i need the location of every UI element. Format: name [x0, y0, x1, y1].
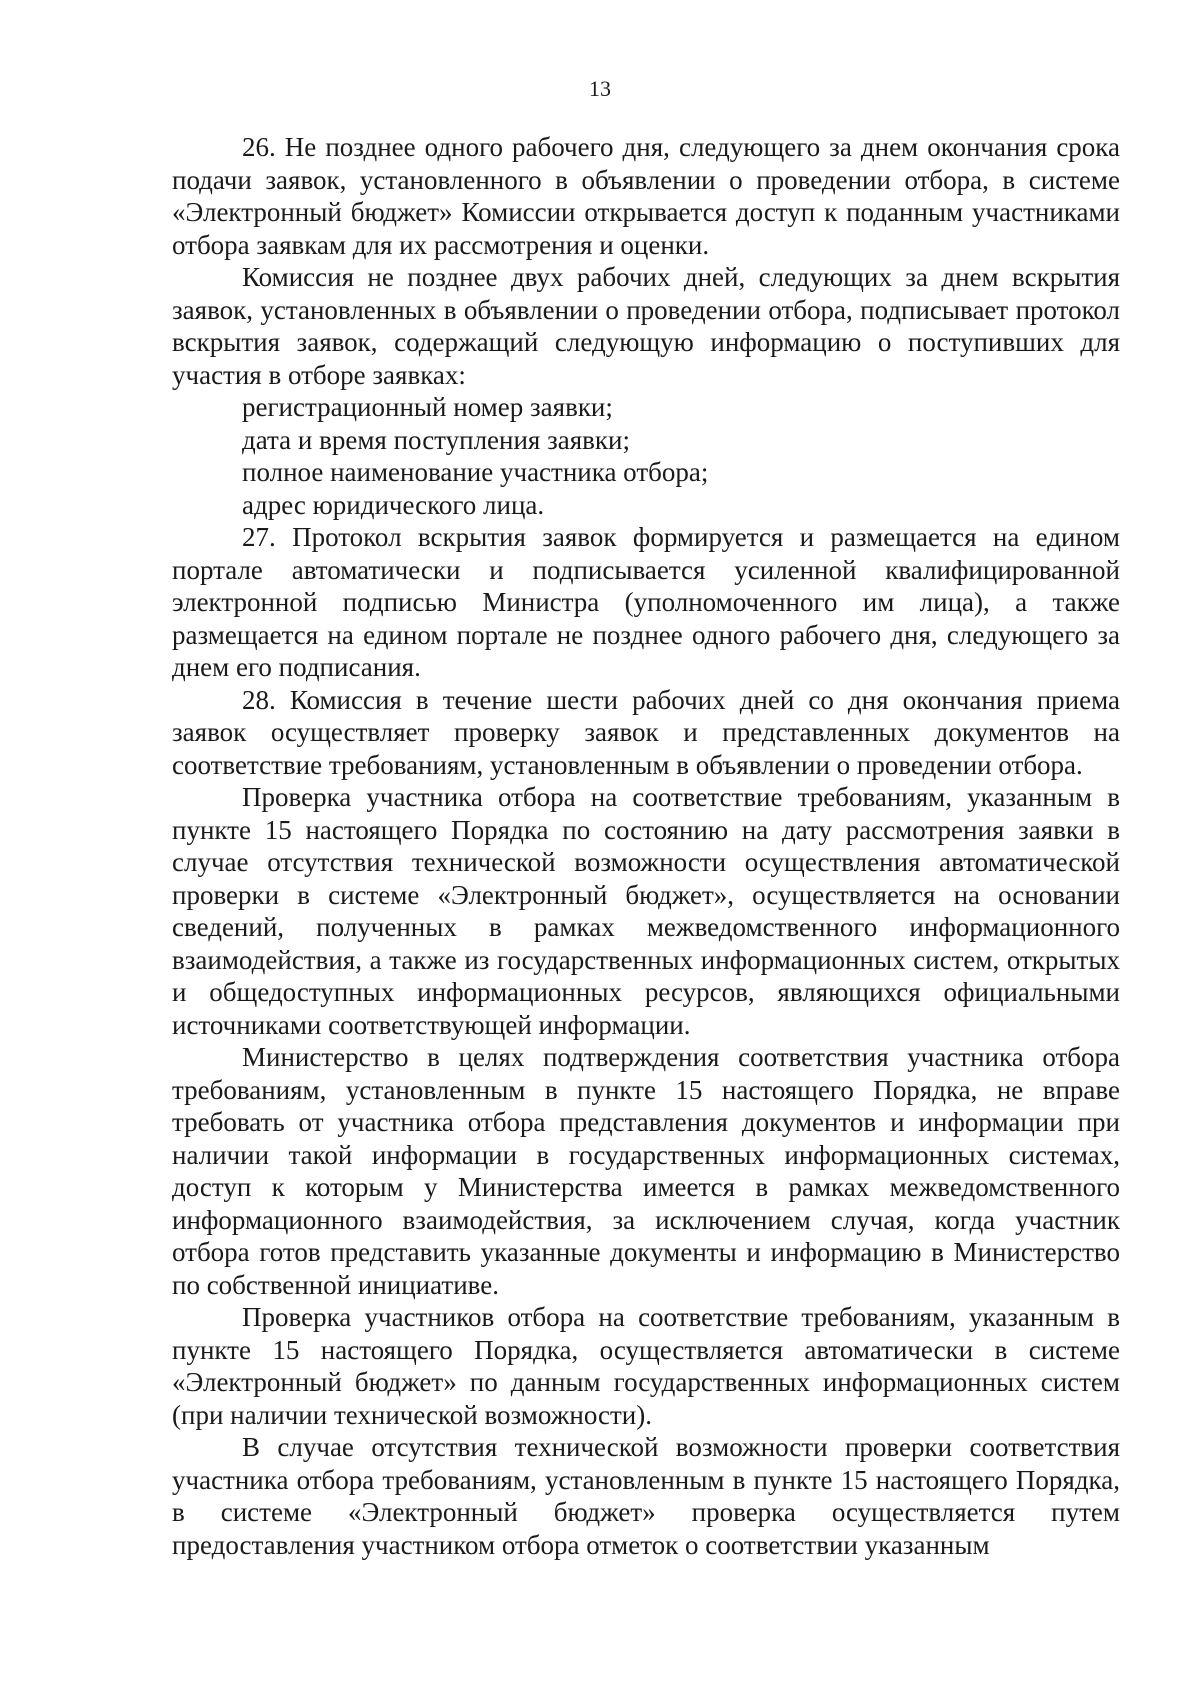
- paragraph-26: 26. Не позднее одного рабочего дня, следующего за днем окончания срока подачи заявок, установленного в объявлении о проведении отбора, в системе «Электронный бюджет» Комиссии открывается доступ к поданным участниками отбора заявкам для их рассмотрения и оценки.: [172, 132, 1120, 260]
- list-item: адрес юридического лица.: [242, 489, 545, 520]
- list-item: полное наименование участника отбора;: [242, 457, 709, 487]
- list-item: дата и время поступления заявки;: [242, 424, 630, 455]
- document-body: [172, 131, 1120, 1561]
- paragraph-27: 27. Протокол вскрытия заявок формируется и размещается на едином портале автоматически и подписывается усиленной квалифицированной электронной подписью Министра (уполномоченного им лица), а также размещается на едином портале не позднее одного рабочего дня, следующего за днем его подписания.: [172, 522, 1120, 682]
- page-number: 13: [589, 76, 611, 101]
- paragraph-ministry-rights: Министерство в целях подтверждения соответствия участника отбора требованиям, установленным в пункте 15 настоящего Порядка, не вправе требовать от участника отбора представления документов и информации при наличии такой информации в государственных информационных системах, доступ к которым у Министерства имеется в рамках межведомственного информационного взаимодействия, за исключением случая, когда участник отбора готов представить указанные документы и информацию в Министерство по собственной инициативе.: [172, 1042, 1120, 1300]
- paragraph-automatic-check: Проверка участников отбора на соответствие требованиям, указанным в пункте 15 настоящего Порядка, осуществляется автоматически в системе «Электронный бюджет» по данным государственных информационных систем (при наличии технической возможности).: [172, 1302, 1120, 1430]
- paragraph-28: 28. Комиссия в течение шести рабочих дней со дня окончания приема заявок осуществляет проверку заявок и представленных документов на соответствие требованиям, установленным в объявлении о проведении отбора.: [172, 684, 1120, 780]
- paragraph-participant-check: Проверка участника отбора на соответствие требованиям, указанным в пункте 15 настоящего Порядка по состоянию на дату рассмотрения заявки в случае отсутствия технической возможности осуществления автоматической проверки в системе «Электронный бюджет», осуществляется на основании сведений, полученных в рамках межведомственного информационного взаимодействия, а также из государственных информационных систем, открытых и общедоступных информационных ресурсов, являющихся официальными источниками соответствующей информации.: [172, 782, 1120, 1040]
- paragraph-manual-check: В случае отсутствия технической возможности проверки соответствия участника отбора требованиям, установленным в пункте 15 настоящего Порядка, в системе «Электронный бюджет» проверка осуществляется путем предоставления участником отбора отметок о соответствии указанным: [172, 1432, 1120, 1560]
- paragraph-commission-protocol: Комиссия не позднее двух рабочих дней, следующих за днем вскрытия заявок, установленных в объявлении о проведении отбора, подписывает протокол вскрытия заявок, содержащий следующую информацию о поступивших для участия в отборе заявках:: [172, 262, 1120, 390]
- list-item: регистрационный номер заявки;: [242, 392, 613, 422]
